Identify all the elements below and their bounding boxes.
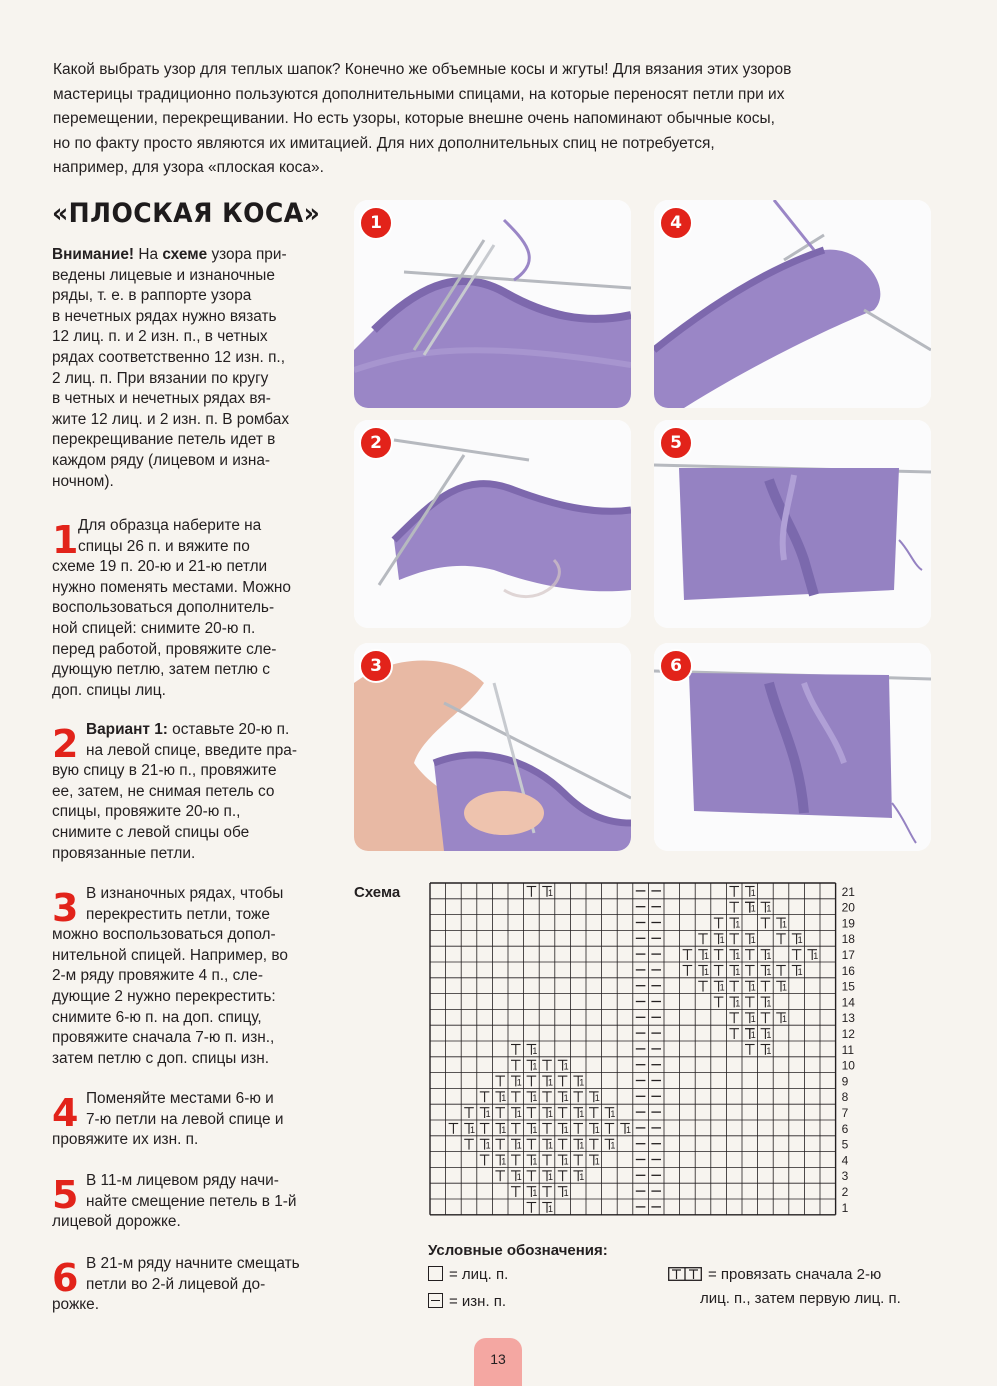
purl-symbol-icon (428, 1293, 443, 1308)
step-1: 1 Для образца наберите на спицы 26 п. и вяжите по схеме 19 п. 20-ю и 21-ю петли нужно поменять местами. Можно воспользоваться дополнитель- ной спицей: снимите 20-ю п. перед работой, провяжите сле- дующую петлю, затем петлю с доп. спицы лиц. (52, 517, 291, 699)
legend-knit: = лиц. п. (428, 1266, 508, 1283)
step-number: 5 (52, 1173, 79, 1217)
step-number: 2 (52, 722, 79, 766)
cross-digit: 1 (610, 1140, 616, 1151)
row-number: 4 (841, 1153, 849, 1168)
row-number: 3 (841, 1169, 849, 1184)
row-number: 8 (841, 1090, 849, 1105)
row-number: 18 (841, 932, 855, 947)
cross-digit: 1 (797, 935, 803, 946)
legend-title: Условные обозначения: (428, 1242, 608, 1259)
step-6: 6 В 21-м ряду начните смещать петли во 2-й лицевой до- рожке. (52, 1255, 300, 1314)
photo-step-5 (654, 420, 931, 628)
step-number: 6 (52, 1256, 79, 1300)
row-number: 16 (841, 963, 855, 978)
row-number: 7 (841, 1106, 849, 1120)
cross-digit: 1 (750, 1030, 756, 1040)
cross-digit: 1 (579, 1077, 585, 1088)
photo-step-4 (654, 200, 931, 408)
cross-digit: 1 (563, 1093, 569, 1104)
cross-digit: 1 (594, 1156, 600, 1167)
cross-digit: 1 (766, 951, 772, 961)
cross-digit: 1 (548, 1140, 554, 1151)
row-number: 9 (841, 1074, 849, 1089)
intro-line: мастерицы традиционно пользуются дополнительными спицами, на которые переносят петли при их (53, 85, 785, 103)
cross-digit: 1 (750, 982, 756, 993)
cross-digit: 1 (766, 998, 772, 1009)
cross-digit: 1 (532, 1156, 538, 1167)
row-number: 17 (841, 948, 855, 962)
row-number: 6 (841, 1121, 849, 1136)
cross-digit: 1 (750, 903, 756, 914)
cross-digit: 1 (501, 1124, 507, 1135)
step-5: 5 В 11-м лицевом ряду начи- найте смещение петель в 1-й лицевой дорожке. (52, 1172, 297, 1231)
photo-step-1 (354, 200, 631, 408)
legend-purl: = изн. п. (428, 1293, 506, 1310)
cross-digit: 1 (766, 1030, 772, 1040)
cross-digit: 1 (548, 1077, 554, 1088)
cross-digit: 1 (470, 1124, 476, 1135)
step-3: 3 В изнаночных рядах, чтобы перекрестить петли, тоже можно воспользоваться допол- нительной спицей. Например, во 2-м ряду провяжите 4 п., сле- дующие 2 нужно перекрестить: снимите 6-ю п. на доп. спицу, провяжите сначала 7-ю п. изн., затем петлю с доп. спицы изн. (52, 885, 288, 1067)
cross-digit: 1 (594, 1124, 600, 1135)
row-number: 19 (841, 916, 855, 931)
knit-symbol-icon (428, 1266, 443, 1281)
cross-digit: 1 (548, 887, 554, 898)
intro-line: Какой выбрать узор для теплых шапок? Конечно же объемные косы и жгуты! Для вязания этих узоров (53, 61, 792, 78)
cross-digit: 1 (532, 1093, 538, 1104)
cross-digit: 1 (719, 935, 725, 946)
cross-digit: 1 (594, 1093, 600, 1104)
intro-paragraph (53, 58, 913, 181)
step-number: 1 (52, 518, 79, 562)
photo-badge: 1 (359, 206, 393, 240)
cross-digit: 1 (516, 1109, 522, 1119)
cross-digit: 1 (704, 966, 710, 977)
cross-digit: 1 (782, 919, 788, 930)
cross-digit: 1 (501, 1156, 507, 1167)
row-number: 13 (841, 1011, 855, 1026)
cross-digit: 1 (766, 903, 772, 914)
attention-note: Внимание! На схеме узора при- ведены лицевые и изнаночные ряды, т. е. в раппорте узора в нечетных рядах нужно вязать 12 лиц. п. и 2 изн. п., в четных рядах соответственно 12 изн. п., 2 лиц. п. При вязании по кругу в четных и нечетных рядах вя- жите 12 лиц. и 2 изн. п. В ромбах перекрещивание петель идет в каждом ряду (лицевом и изна- ночном). (52, 246, 290, 490)
cross-digit: 1 (610, 1109, 616, 1119)
cross-digit: 1 (501, 1093, 507, 1104)
legend-cross-line2: лиц. п., затем первую лиц. п. (700, 1290, 901, 1307)
cross-digit: 1 (750, 887, 756, 898)
cross-digit: 1 (548, 1172, 554, 1183)
row-number: 21 (841, 884, 855, 899)
cross-digit: 1 (579, 1172, 585, 1183)
cross-digit: 1 (532, 1061, 538, 1072)
cross-digit: 1 (735, 998, 741, 1009)
row-number: 2 (841, 1185, 849, 1199)
row-number: 14 (841, 995, 855, 1010)
row-number: 10 (841, 1058, 855, 1073)
photo-badge: 6 (659, 649, 693, 683)
photo-badge: 3 (359, 649, 393, 683)
photo-step-2 (354, 420, 631, 628)
photo-step-6 (654, 643, 931, 851)
row-number: 15 (841, 979, 855, 994)
cross-digit: 1 (750, 1014, 756, 1025)
cross-digit: 1 (813, 951, 819, 961)
cross-digit: 1 (485, 1140, 491, 1151)
knitting-chart (428, 881, 878, 1223)
cross-digit: 1 (563, 1188, 569, 1198)
row-number: 1 (841, 1200, 849, 1215)
cross-digit: 1 (516, 1140, 522, 1151)
note-lead: Внимание! (52, 246, 135, 263)
cross-digit: 1 (532, 1188, 538, 1198)
cross-digit: 1 (766, 1045, 772, 1056)
cross-digit: 1 (579, 1140, 585, 1151)
cross-digit: 1 (563, 1124, 569, 1135)
row-number: 20 (841, 900, 855, 915)
cross-digit: 1 (532, 1124, 538, 1135)
cross-digit: 1 (516, 1172, 522, 1183)
row-number: 11 (841, 1042, 855, 1057)
intro-line: например, для узора «плоская коса». (53, 159, 324, 176)
cross-digit: 1 (735, 951, 741, 961)
row-number: 5 (841, 1137, 849, 1152)
cross-digit: 1 (485, 1109, 491, 1119)
step-number: 4 (52, 1091, 79, 1135)
photo-badge: 2 (359, 426, 393, 460)
cross-digit: 1 (735, 966, 741, 977)
cross-digit: 1 (548, 1203, 554, 1214)
cross-digit: 1 (735, 919, 741, 930)
pattern-title: «ПЛОСКАЯ КОСА» (52, 198, 321, 229)
legend-cross: = провязать сначала 2-ю (668, 1266, 881, 1283)
step-2: 2 Вариант 1: оставьте 20-ю п. на левой спице, введите пра- вую спицу в 21-ю п., провяжите ее, затем, не снимая петель со спицы, провяжите 20-ю п., снимите с левой спицы обе провязанные петли. (52, 721, 297, 862)
page-number: 13 (490, 1351, 506, 1367)
cross-digit: 1 (548, 1109, 554, 1119)
cross-digit: 1 (704, 951, 710, 961)
cross-digit: 1 (782, 1014, 788, 1025)
intro-line: перемещении, перекрещивании. Но есть узоры, которые внешне очень напоминают обычные косы, (53, 110, 775, 127)
cross-digit: 1 (797, 966, 803, 977)
cross-digit: 1 (719, 982, 725, 993)
cross-digit: 1 (782, 982, 788, 993)
cross-digit: 1 (563, 1061, 569, 1072)
cross-digit: 1 (626, 1124, 632, 1135)
chart-label: Схема (354, 884, 401, 901)
intro-line: но по факту просто являются их имитацией. Для них дополнительных спиц не потребуется, (53, 134, 715, 152)
cross-digit: 1 (579, 1109, 585, 1119)
step-4: 4 Поменяйте местами 6-ю и 7-ю петли на левой спице и провяжите их изн. п. (52, 1090, 284, 1149)
photo-step-3 (354, 643, 631, 851)
cross-digit: 1 (766, 966, 772, 977)
cross-digit: 1 (563, 1156, 569, 1167)
photo-badge: 5 (659, 426, 693, 460)
cross-digit: 1 (532, 1045, 538, 1056)
step-number: 3 (52, 886, 79, 930)
cross-digit: 1 (750, 935, 756, 946)
row-number: 12 (841, 1027, 855, 1041)
photo-badge: 4 (659, 206, 693, 240)
cross-digit: 1 (516, 1077, 522, 1088)
cross-symbol-icon (668, 1267, 702, 1281)
